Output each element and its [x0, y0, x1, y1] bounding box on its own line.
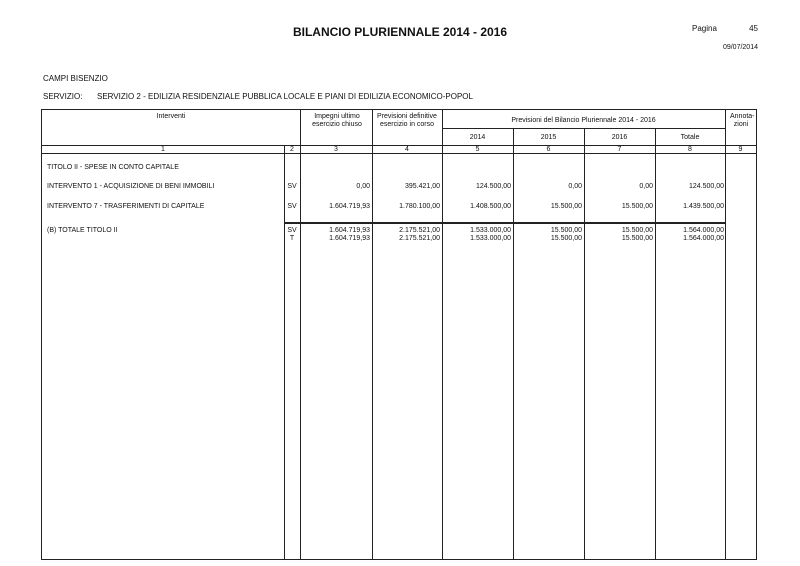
totale-t-2016: 15.500,00 [621, 235, 653, 242]
column-number-4: 4 [405, 146, 409, 153]
column-number-8: 8 [688, 146, 692, 153]
report-title: BILANCIO PLURIENNALE 2014 - 2016 [292, 25, 508, 39]
header-2015: 2015 [540, 134, 557, 141]
totale-sv-2016: 15.500,00 [621, 227, 653, 234]
totale-code-t: T [289, 235, 295, 242]
budget-table [41, 109, 757, 560]
totale-sv-2015: 15.500,00 [550, 227, 582, 234]
servizio-description: SERVIZIO 2 - EDILIZIA RESIDENZIALE PUBBLICA LOCALE E PIANI DI EDILIZIA ECONOMICO-POPOL [97, 92, 473, 101]
totale-t-previsioni: 2.175.521,00 [399, 235, 440, 242]
col-divider-3 [372, 110, 373, 560]
row-2015: 0,00 [568, 183, 582, 190]
row-impegni: 0,00 [356, 183, 370, 190]
row-impegni: 1.604.719,93 [329, 203, 370, 210]
row-desc: INTERVENTO 7 - TRASFERIMENTI DI CAPITALE [47, 203, 205, 210]
report-date: 09/07/2014 [722, 44, 758, 51]
totale-desc: (B) TOTALE TITOLO II [47, 227, 118, 234]
row-totale: 1.439.500,00 [683, 203, 724, 210]
header-2014: 2014 [469, 134, 486, 141]
col-divider-6 [584, 128, 585, 560]
page-label: Pagina [692, 24, 717, 33]
row-2016: 0,00 [639, 183, 653, 190]
column-number-5: 5 [475, 146, 480, 153]
totale-code-sv: SV [287, 227, 297, 234]
column-number-1: 1 [161, 146, 165, 153]
row-code: SV [287, 183, 297, 190]
totale-t-impegni: 1.604.719,93 [329, 235, 370, 242]
ente-name: CAMPI BISENZIO [43, 74, 108, 83]
col-divider-2 [300, 110, 301, 560]
row-code: SV [287, 203, 297, 210]
col-divider-7 [655, 128, 656, 560]
totale-t-totale: 1.564.000,00 [683, 235, 724, 242]
row-2016: 15.500,00 [621, 203, 653, 210]
col-divider-8 [725, 110, 726, 560]
header-impegni: Impegni ultimo esercizio chiuso [312, 113, 362, 128]
totale-separator-line [284, 222, 726, 224]
servizio-label: SERVIZIO: [43, 92, 83, 101]
totale-sv-totale: 1.564.000,00 [683, 227, 724, 234]
row-2014: 124.500,00 [475, 183, 511, 190]
row-previsioni: 395.421,00 [404, 183, 440, 190]
row-2015: 15.500,00 [550, 203, 582, 210]
header-totale: Totale [680, 134, 700, 141]
row-previsioni: 1.780.100,00 [399, 203, 440, 210]
header-pluriennale: Previsioni del Bilancio Pluriennale 2014 - 2016 [511, 117, 656, 124]
totale-sv-2014: 1.533.000,00 [470, 227, 511, 234]
column-number-6: 6 [546, 146, 551, 153]
page-number: 45 [749, 24, 758, 33]
row-desc: INTERVENTO 1 - ACQUISIZIONE DI BENI IMMOBILI [47, 183, 215, 190]
header-2016: 2016 [611, 134, 628, 141]
row-2014: 1.408.500,00 [470, 203, 511, 210]
row-totale: 124.500,00 [688, 183, 724, 190]
col-divider-4 [442, 110, 443, 560]
column-number-2: 2 [290, 146, 294, 153]
header-interventi: Interventi [156, 113, 186, 120]
column-number-3: 3 [334, 146, 338, 153]
totale-t-2015: 15.500,00 [550, 235, 582, 242]
column-number-line [42, 153, 756, 154]
totale-sv-impegni: 1.604.719,93 [329, 227, 370, 234]
column-number-7: 7 [617, 146, 622, 153]
totale-sv-previsioni: 2.175.521,00 [399, 227, 440, 234]
column-number-9: 9 [738, 146, 743, 153]
totale-t-2014: 1.533.000,00 [470, 235, 511, 242]
header-previsioni: Previsioni definitive esercizio in corso [377, 113, 437, 128]
col-divider-5 [513, 128, 514, 560]
header-annotazioni: Annota- zioni [730, 113, 755, 128]
titolo-heading: TITOLO II - SPESE IN CONTO CAPITALE [47, 164, 179, 171]
